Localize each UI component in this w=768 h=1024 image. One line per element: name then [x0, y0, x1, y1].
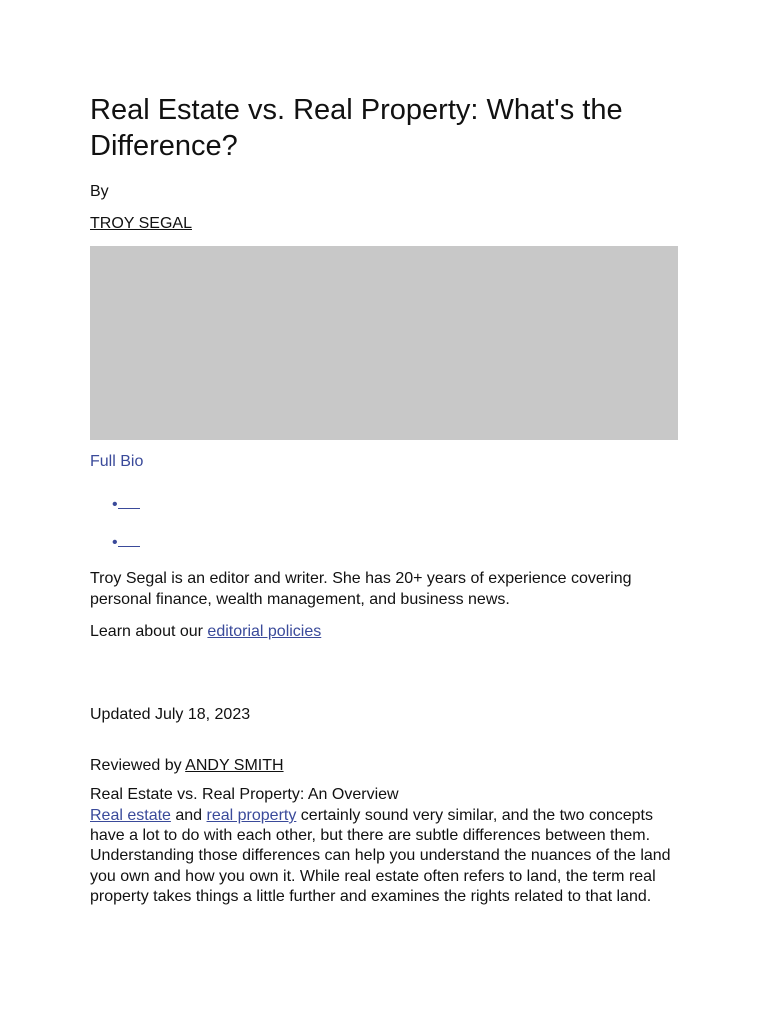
bullet-icon: •	[112, 534, 118, 551]
reviewer-link[interactable]: ANDY SMITH	[185, 757, 284, 774]
page-title: Real Estate vs. Real Property: What's the Difference?	[90, 94, 623, 162]
social-link-item-2	[112, 532, 140, 570]
learn-prefix: Learn about our	[90, 623, 208, 640]
overview-and: and	[170, 807, 207, 824]
author-link[interactable]: TROY SEGAL	[90, 215, 192, 232]
editorial-policies-line	[90, 622, 321, 642]
overview-paragraph	[90, 806, 680, 907]
updated-date: Updated July 18, 2023	[90, 706, 251, 723]
byline-label: By	[90, 183, 109, 200]
editorial-policies-link[interactable]: editorial policies	[207, 623, 322, 640]
author-bio: Troy Segal is an editor and writer. She has 20+ years of experience covering personal finance, wealth management, and business news.	[90, 570, 632, 608]
author-photo-placeholder	[90, 246, 678, 440]
real-property-link[interactable]: real property	[206, 807, 297, 824]
social-link-1[interactable]	[118, 494, 140, 509]
full-bio-link[interactable]: Full Bio	[90, 453, 144, 470]
bullet-icon: •	[112, 496, 118, 513]
real-estate-link[interactable]: Real estate	[90, 807, 171, 824]
social-link-2[interactable]	[118, 532, 140, 547]
overview-text: certainly sound very similar, and the two concepts have a lot to do with each other, but there are subtle differences between them. Understanding those differences can help you understand the nuances of the land you own and how you own it. While real estate often refers to land, the term real property takes things a little further and examines the rights related to that land.	[90, 807, 671, 905]
reviewed-prefix: Reviewed by	[90, 757, 186, 774]
social-links-list	[112, 494, 140, 570]
overview-heading: Real Estate vs. Real Property: An Overview	[90, 786, 399, 803]
reviewed-by-line	[90, 756, 284, 776]
social-link-item-1	[112, 494, 140, 532]
